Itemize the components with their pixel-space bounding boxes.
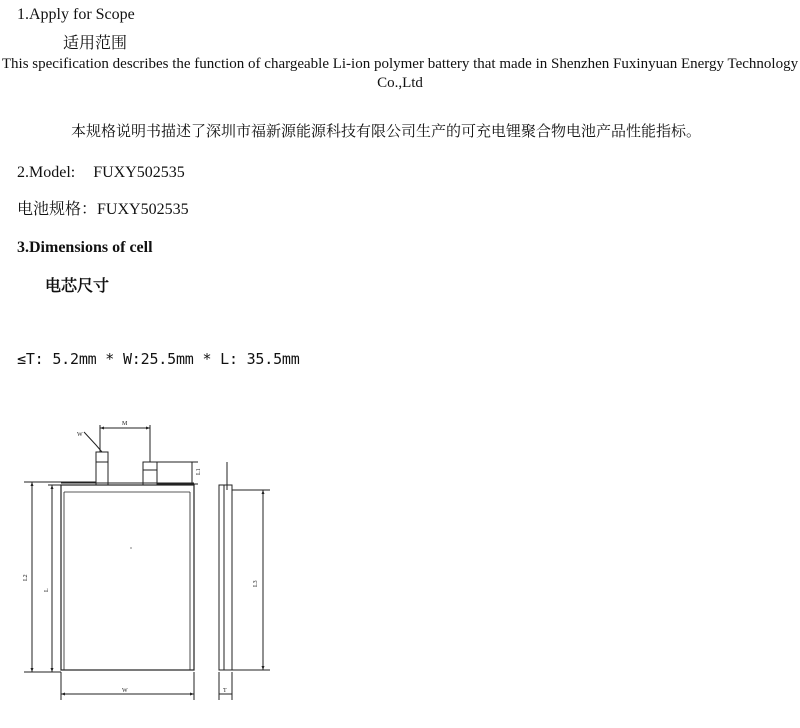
section-1-title-zh: 适用范围	[63, 35, 128, 52]
label-tab-length: L1	[196, 468, 202, 475]
label-width: W	[122, 688, 128, 694]
cell-side-outline	[219, 485, 232, 670]
model-value: FUXY502535	[93, 164, 185, 181]
model-line-en	[17, 164, 185, 182]
model-label: 2.Model:	[17, 164, 76, 181]
cell-front-outline	[61, 485, 194, 670]
label-side-length: L3	[253, 580, 259, 587]
cell-dimension-drawing	[0, 405, 800, 728]
cell-dimensions: ≤T: 5.2mm * W:25.5mm * L: 35.5mm	[17, 350, 300, 368]
section-3-title-zh: 电芯尺寸	[45, 278, 110, 295]
model-label-zh: 电池规格：	[17, 201, 98, 218]
tab-left	[96, 452, 108, 485]
section-3-title: 3.Dimensions of cell	[17, 239, 153, 256]
label-tab-width: W	[77, 432, 83, 438]
scope-description-zh: 本规格说明书描述了深圳市福新源能源科技有限公司生产的可充电锂聚合物电池产品性能指标。	[71, 124, 702, 140]
label-body-length: L	[44, 588, 50, 592]
label-thickness: T	[223, 688, 227, 694]
cell-front-inner-edge	[64, 492, 190, 670]
model-value-zh: FUXY502535	[97, 201, 189, 218]
model-line-zh	[17, 196, 189, 219]
section-1-title: 1.Apply for Scope	[17, 6, 135, 23]
label-tab-spacing: M	[122, 421, 128, 427]
scope-description-en: This specification describes the function of chargeable Li-ion polymer battery that made in Shenzhen Fuxinyuan Energy Technology Co.,Ltd	[1, 56, 799, 91]
label-total-length: L2	[23, 574, 29, 581]
tab-right	[143, 462, 157, 485]
